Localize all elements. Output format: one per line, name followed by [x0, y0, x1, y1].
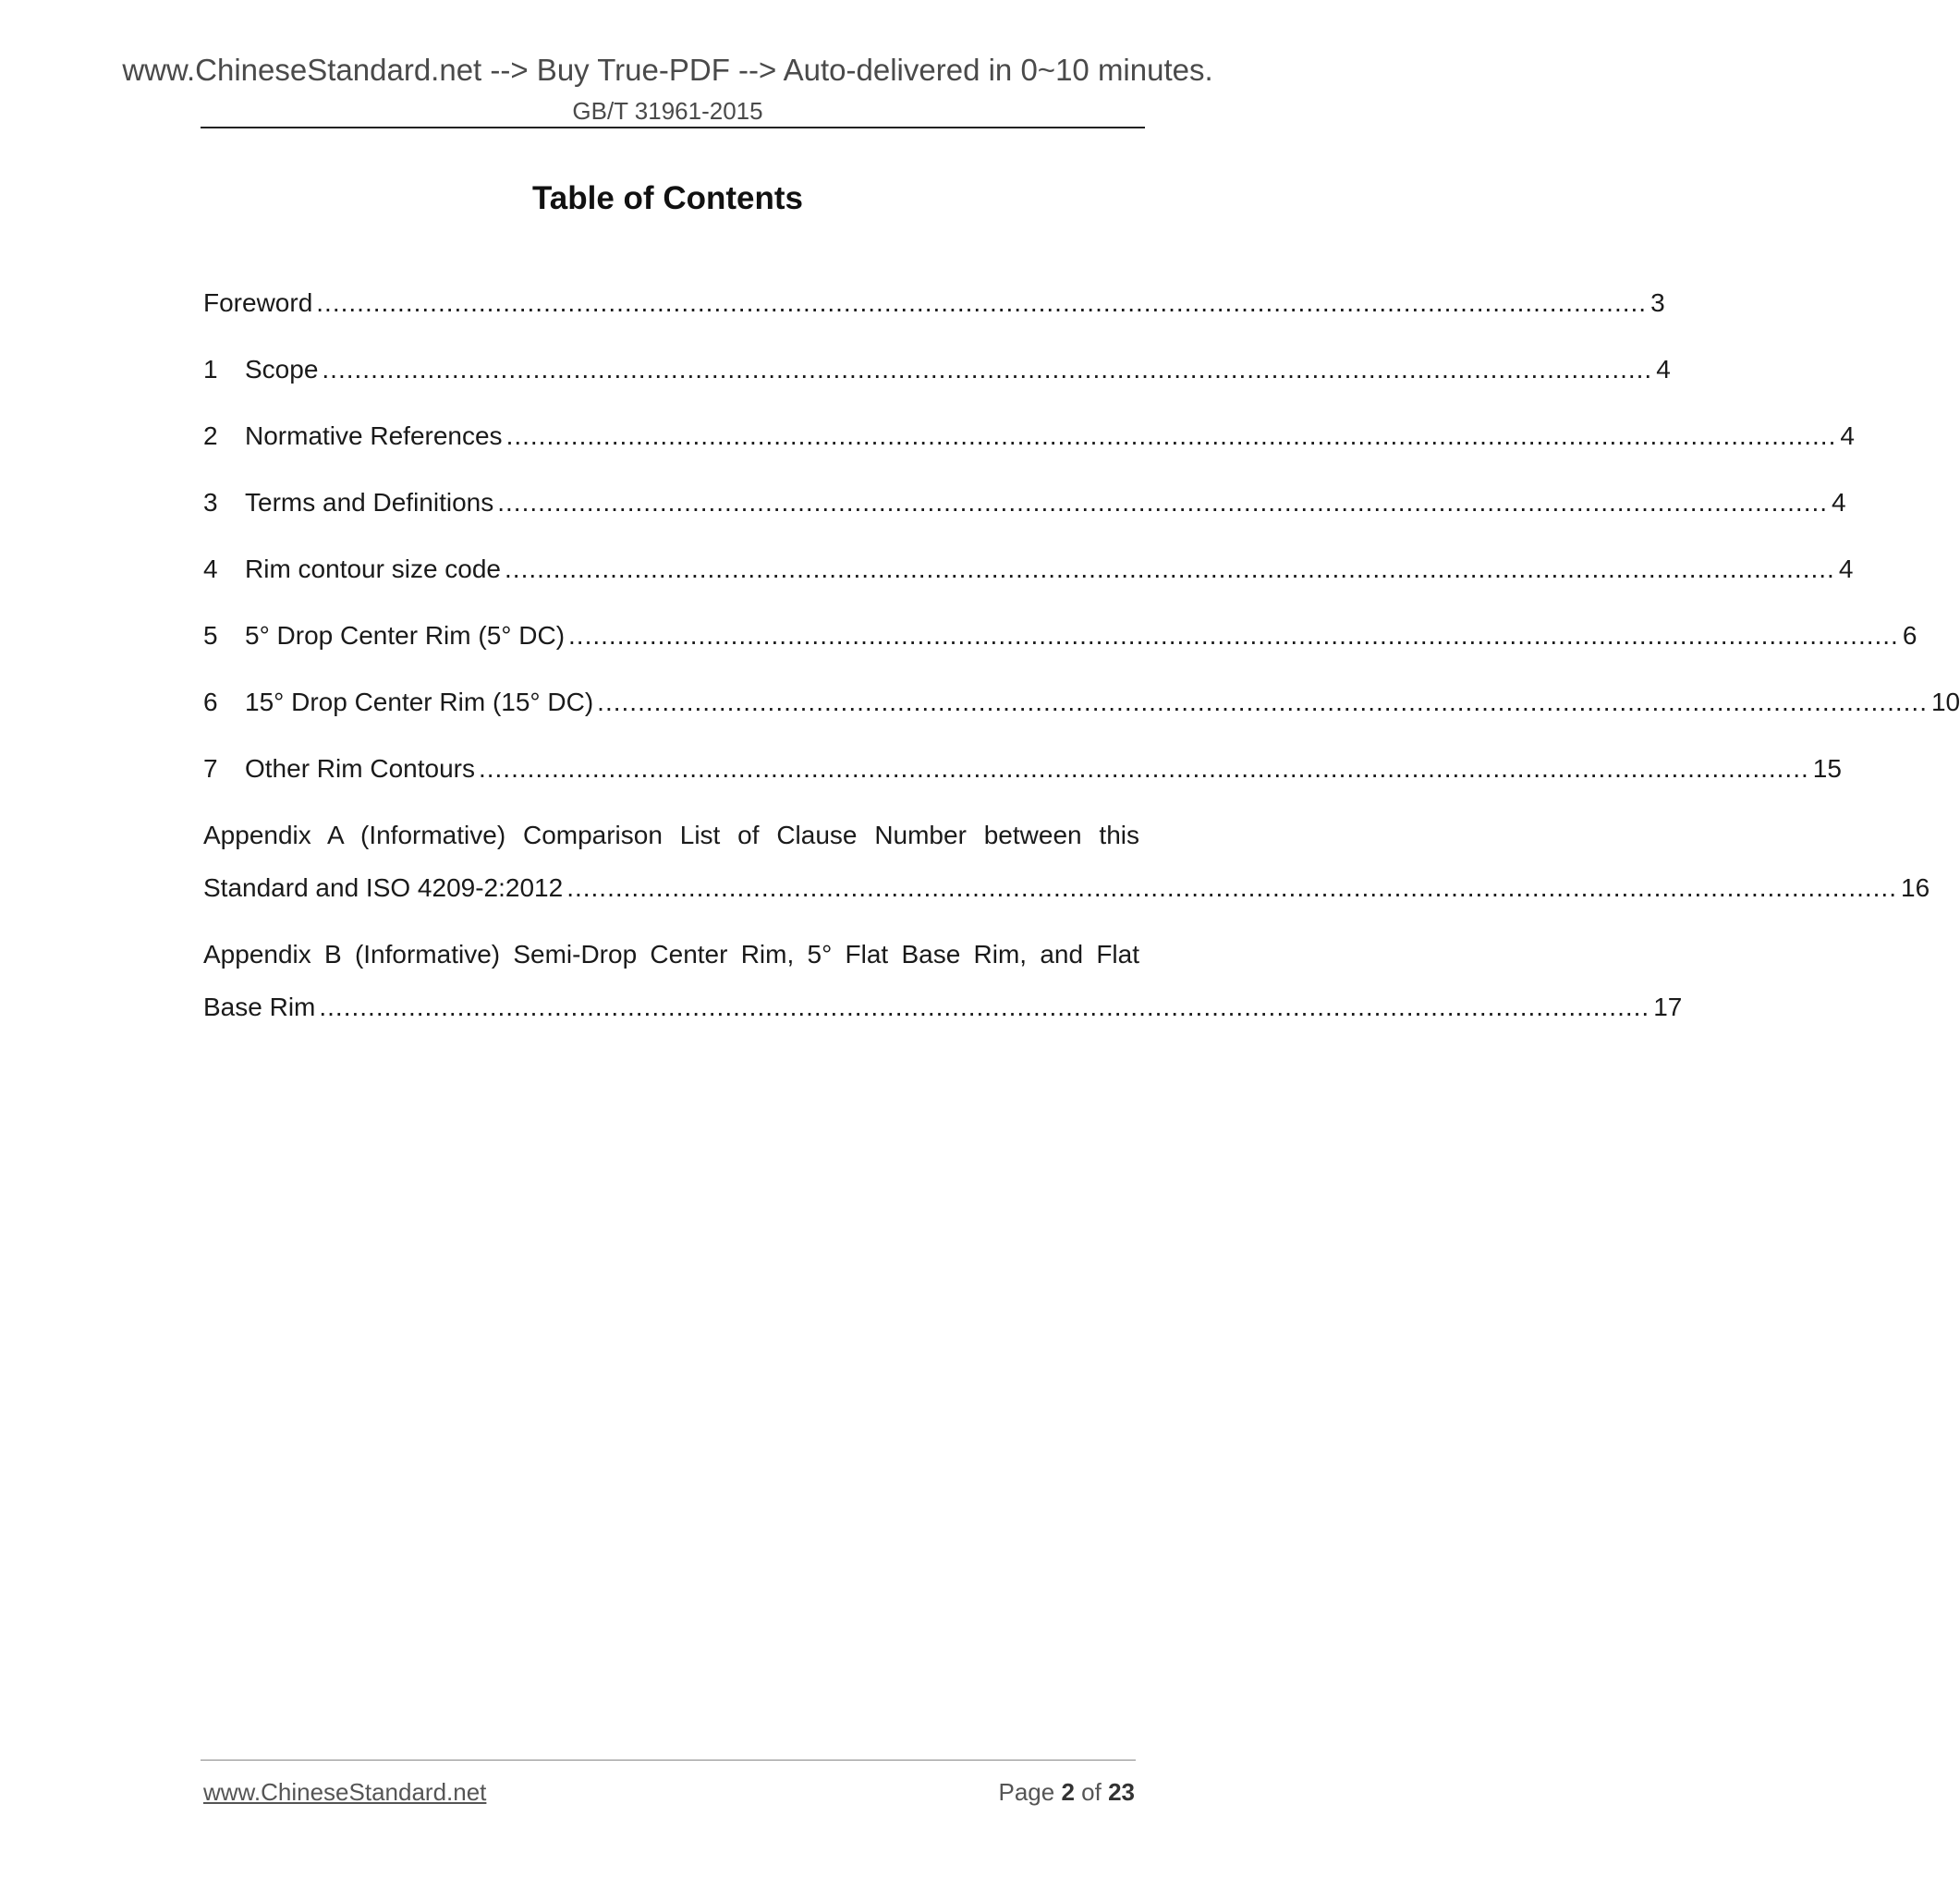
toc-entry-text: 15° Drop Center Rim (15° DC) [245, 688, 594, 716]
toc-entry-page: 4 [1656, 355, 1671, 384]
toc-entry-other-rim-contours[interactable] [203, 750, 1842, 787]
toc-entry-page: 3 [1650, 288, 1665, 317]
toc-entry-page: 4 [1832, 488, 1846, 517]
page-current: 2 [1061, 1778, 1075, 1806]
toc-leader-dots: .................................................................................................................................................................... [566, 873, 1897, 902]
toc-entry-page: 17 [1653, 993, 1683, 1021]
toc-leader-dots: .................................................................................................................................................................... [319, 993, 1650, 1021]
toc-entry-page: 4 [1838, 555, 1854, 583]
toc-leader-dots: .................................................................................................................................................................... [505, 555, 1835, 583]
toc-leader-dots: .................................................................................................................................................................... [322, 355, 1653, 384]
toc-entry-page: 4 [1840, 421, 1855, 450]
table-of-contents [203, 285, 1960, 1055]
header-banner: www.ChineseStandard.net --> Buy True-PDF --> Auto-delivered in 0~10 minutes. [122, 53, 1213, 87]
toc-entry-normative-references[interactable] [203, 418, 1855, 455]
toc-entry-text: Terms and Definitions [245, 488, 494, 517]
toc-leader-dots: .................................................................................................................................................................... [497, 488, 1829, 517]
header-divider [201, 127, 1145, 128]
page-of: of [1081, 1778, 1102, 1806]
toc-entry-text: Normative References [245, 421, 503, 450]
toc-entry-page: 10 [1930, 688, 1960, 716]
toc-entry-scope[interactable] [203, 351, 1671, 388]
toc-entry-number: 6 [203, 688, 218, 716]
footer-page-number [998, 1776, 1135, 1808]
toc-entry-rim-contour-size-code[interactable] [203, 551, 1854, 588]
toc-entry-appendix-a[interactable] [203, 817, 1930, 907]
toc-entry-text-line1: Appendix A (Informative) Comparison List of Clause Number between this [203, 821, 1139, 849]
toc-entry-text: 5° Drop Center Rim (5° DC) [245, 621, 566, 650]
toc-entry-page: 16 [1901, 873, 1930, 902]
toc-leader-dots: .................................................................................................................................................................... [597, 688, 1928, 716]
toc-entry-number: 2 [203, 421, 218, 450]
toc-entry-text: Scope [245, 355, 319, 384]
toc-entry-terms-definitions[interactable] [203, 484, 1846, 521]
toc-entry-appendix-b[interactable] [203, 936, 1683, 1026]
toc-entry-text-line1: Appendix B (Informative) Semi-Drop Center Rim, 5° Flat Base Rim, and Flat [203, 940, 1139, 969]
page-total: 23 [1108, 1778, 1135, 1806]
toc-leader-dots: .................................................................................................................................................................... [568, 621, 1899, 650]
toc-title: Table of Contents [532, 180, 803, 216]
toc-entry-page: 15 [1812, 754, 1842, 783]
toc-entry-text: Foreword [203, 288, 313, 317]
toc-entry-number: 4 [203, 555, 218, 583]
toc-entry-15-drop-center-rim[interactable] [203, 684, 1960, 721]
toc-leader-dots: .................................................................................................................................................................... [478, 754, 1809, 783]
toc-leader-dots: .................................................................................................................................................................... [505, 421, 1837, 450]
toc-entry-number: 3 [203, 488, 218, 517]
footer-site-link[interactable]: www.ChineseStandard.net [203, 1778, 487, 1806]
toc-entry-foreword[interactable] [203, 285, 1665, 322]
toc-entry-text-line2: Base Rim [203, 993, 316, 1021]
toc-entry-text-line2: Standard and ISO 4209-2:2012 [203, 873, 564, 902]
toc-entry-5-drop-center-rim[interactable] [203, 617, 1917, 654]
document-code: GB/T 31961-2015 [572, 97, 763, 125]
footer-divider [201, 1760, 1136, 1761]
toc-entry-text: Other Rim Contours [245, 754, 475, 783]
toc-entry-text: Rim contour size code [245, 555, 502, 583]
toc-entry-number: 1 [203, 355, 218, 384]
page-label: Page [998, 1778, 1055, 1806]
toc-entry-number: 5 [203, 621, 218, 650]
toc-entry-number: 7 [203, 754, 218, 783]
toc-entry-page: 6 [1902, 621, 1917, 650]
toc-leader-dots: .................................................................................................................................................................... [316, 288, 1648, 317]
